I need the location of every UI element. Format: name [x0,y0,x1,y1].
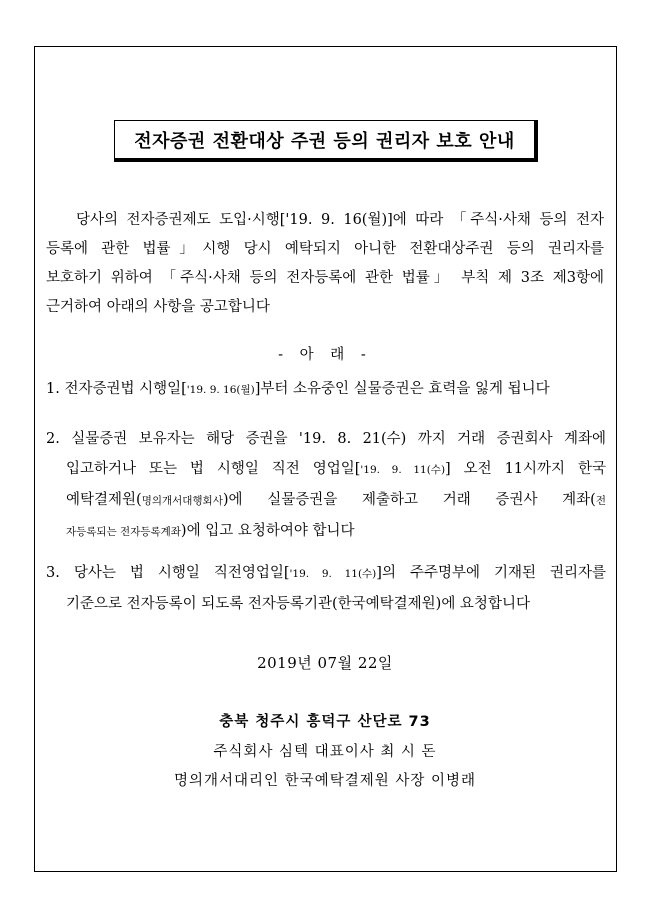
item-row [46,374,606,405]
item-text: ] 오전 11시까지 한국 [445,461,606,477]
item-row [46,516,606,547]
intro-line: 보호하기 위하여 「주식·사채 등의 전자등록에 관한 법률」 부칙 제 3조 제3항에 [46,270,604,286]
title-box [114,120,538,162]
intro-line: 등록에 관한 법률」시행 당시 예탁되지 아니한 전환대상주권 등의 권리자를 [46,241,604,257]
item-text: )에 실물증권을 제출하고 거래 증권사 계좌( [222,492,596,508]
list-item-3 [46,558,606,619]
item-row [46,454,606,485]
item-text: 예탁결제원( [66,492,142,508]
section-heading: - 아 래 - [278,347,372,363]
item-text: ]의 주주명부에 기재된 권리자를 [376,565,607,581]
company-representative: 주식회사 심텍 대표이사 최 시 돈 [213,744,437,760]
company-address: 충북 청주시 흥덕구 산단로 73 [219,714,431,730]
notice-date: 2019년 07월 22일 [257,654,393,672]
item-small-text: '19. 9. 11(수) [360,464,446,476]
item-small-text: '19. 9. 11(수) [289,568,377,580]
item-row: 2. 실물증권 보유자는 해당 증권을 '19. 8. 21(수) 까지 거래 증권회사 계좌에 [46,431,606,447]
item-text: 3. 당사는 법 시행일 직전영업일[ [46,565,290,581]
item-small-text: 전 [595,495,606,507]
item-text: 입고하거나 또는 법 시행일 직전 영업일[ [66,461,361,477]
item-row [46,485,606,516]
intro-line: 당사의 전자증권제도 도입·시행['19. 9. 16(월)]에 따라 「주식·사채 등의 전자 [76,212,604,228]
intro-paragraph [46,206,604,322]
transfer-agent: 명의개서대리인 한국예탁결제원 사장 이병래 [174,773,476,789]
item-small-text: 명의개서대행회사 [141,495,223,507]
item-row: 기준으로 전자등록이 되도록 전자등록기관(한국예탁결제원)에 요청합니다 [66,596,530,612]
item-text: 1. 전자증권법 시행일[ [46,381,187,397]
item-text: )에 입고 요청하여야 합니다 [180,523,355,539]
intro-line: 근거하여 아래의 사항을 공고합니다 [46,299,270,315]
item-small-text: 자등록되는 전자등록계좌 [66,526,181,538]
item-text: ]부터 소유중인 실물증권은 효력을 잃게 됩니다 [254,381,550,397]
item-small-text: '19. 9. 16(월) [186,384,255,396]
list-item-1 [46,374,606,405]
item-row [46,558,606,589]
list-item-2 [46,424,606,547]
notice-title: 전자증권 전환대상 주권 등의 권리자 보호 안내 [134,130,515,152]
